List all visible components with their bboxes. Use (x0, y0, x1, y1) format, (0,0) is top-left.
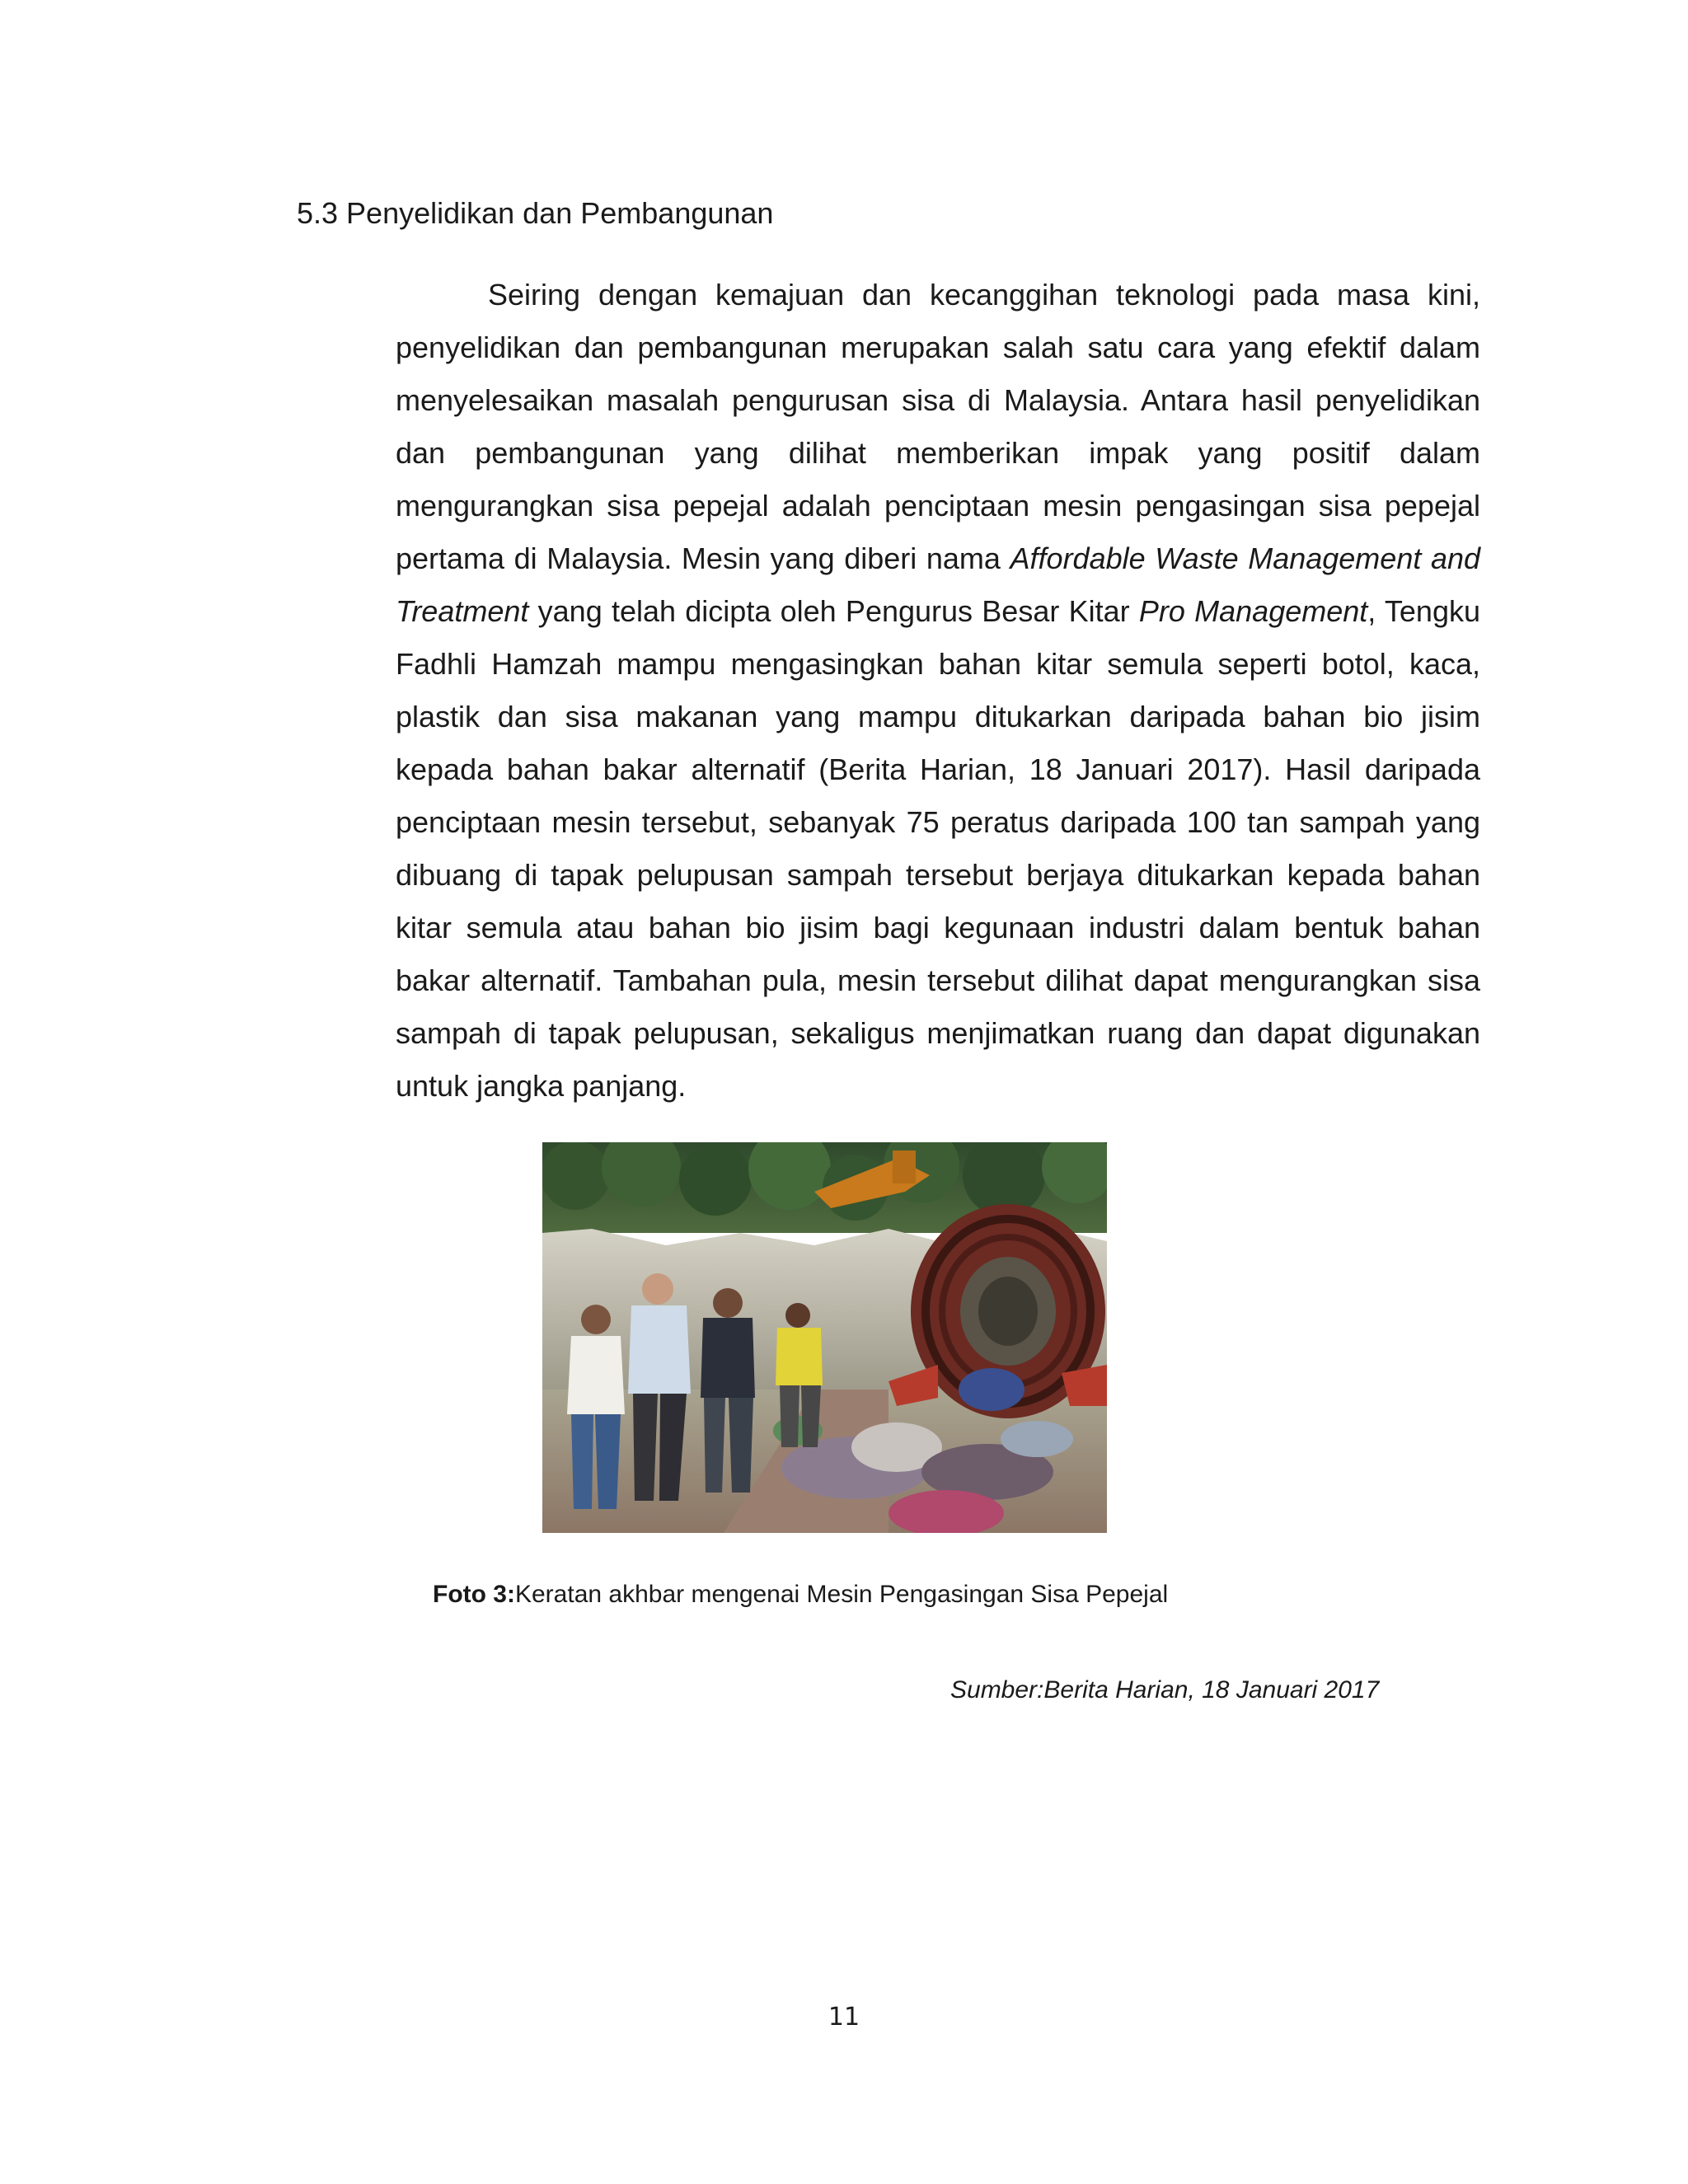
paragraph-text-3: , Tengku Fadhli Hamzah mampu mengasingkan bahan kitar semula seperti botol, kaca, plastik dan sisa makanan yang mampu ditukarkan daripada bahan bio jisim kepada bahan bakar alternatif (Berita Harian, 18 Januari 2017). Hasil daripada penciptaan mesin tersebut, sebanyak 75 peratus daripada 100 tan sampah yang dibuang di tapak pelupusan sampah tersebut berjaya ditukarkan kepada bahan kitar semula atau bahan bio jisim bagi kegunaan industri dalam bentuk bahan bakar alternatif. Tambahan pula, mesin tersebut dilihat dapat mengurangkan sisa sampah di tapak pelupusan, sekaligus menjimatkan ruang dan dapat digunakan untuk jangka panjang. (396, 594, 1480, 1103)
page-number: 11 (828, 2003, 860, 2032)
newspaper-clipping-figure (542, 1142, 1107, 1533)
paragraph-italic-term-2: Pro Management (1138, 594, 1368, 628)
section-heading: 5.3 Penyelidikan dan Pembangunan (297, 196, 774, 230)
figure-label: Foto 3: (433, 1581, 515, 1608)
paragraph-text-2: yang telah dicipta oleh Pengurus Besar Kitar (528, 594, 1139, 628)
paragraph-italic-term-1: Affordable Waste Management and Treatment (396, 541, 1481, 628)
newspaper-photo (542, 1142, 1107, 1533)
figure-caption-text: Keratan akhbar mengenai Mesin Pengasingan Sisa Pepejal (514, 1581, 1169, 1608)
figure-source: Sumber:Berita Harian, 18 Januari 2017 (950, 1676, 1380, 1704)
figure-caption (433, 1581, 1168, 1609)
body-paragraph (396, 269, 1480, 1113)
paragraph-text-1: Seiring dengan kemajuan dan kecanggihan teknologi pada masa kini, penyelidikan dan pembangunan merupakan salah satu cara yang efektif dalam menyelesaikan masalah pengurusan sisa di Malaysia. Antara hasil penyelidikan dan pembangunan yang dilihat memberikan impak yang positif dalam mengurangkan sisa pepejal adalah penciptaan mesin pengasingan sisa pepejal pertama di Malaysia. Mesin yang diberi nama (396, 278, 1480, 575)
